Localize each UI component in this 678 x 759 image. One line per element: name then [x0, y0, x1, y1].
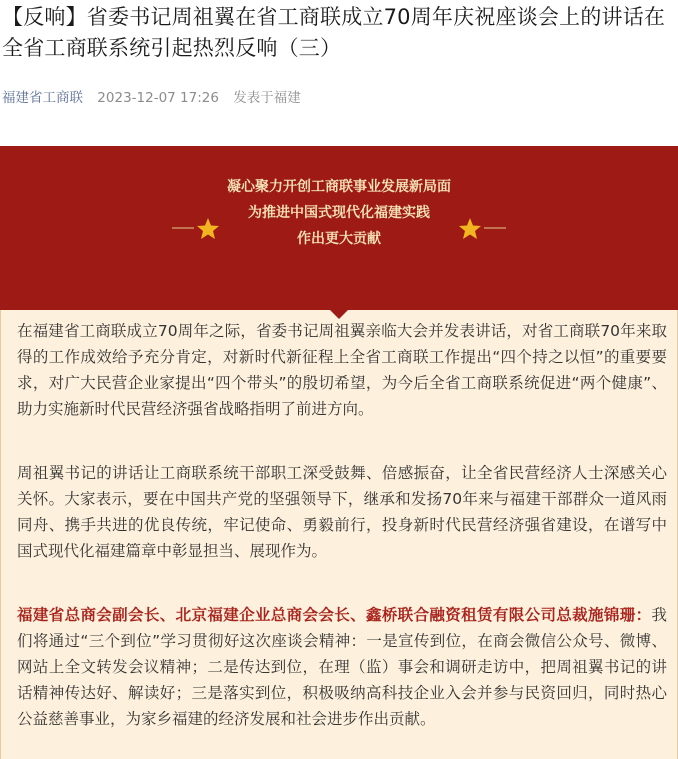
article-title: 【反响】省委书记周祖翼在省工商联成立70周年庆祝座谈会上的讲话在全省工商联系统引起热烈反响（三） [2, 5, 666, 60]
article-body [0, 310, 678, 759]
banner-line-2: 为推进中国式现代化福建实践 [248, 205, 430, 221]
speaker-statement: 我们将通过“三个到位”学习贯彻好这次座谈会精神：一是宣传到位，在商会微信公众号、微博、网站上全文转发会议精神；二是传达到位，在理（监）事会和调研走访中，把周祖翼书记的讲话精神传达好、解读好；三是落实到位，积极吸纳高科技企业入会并参与民资回归，同时热心公益慈善事业，为家乡福建的经济发展和社会进步作出贡献。 [17, 606, 667, 728]
article-meta [2, 86, 301, 106]
body-paragraph-1: 在福建省工商联成立70周年之际，省委书记周祖翼亲临大会并发表讲话，对省工商联70年来取得的工作成效给予充分肯定，对新时代新征程上全省工商联工作提出“四个持之以恒”的重要要求，对广大民营企业家提出“四个带头”的殷切希望，为今后全省工商联系统促进“两个健康”、助力实施新时代民营经济强省战略指明了前进方向。 [17, 322, 667, 418]
banner-notch [330, 310, 348, 319]
speaker-highlight: 福建省总商会副会长、北京福建企业总商会会长、鑫桥联合融资租赁有限公司总裁施锦珊： [17, 606, 652, 624]
body-paragraph-3 [17, 602, 667, 732]
source-account-link[interactable]: 福建省工商联 [2, 90, 83, 106]
header-banner [0, 146, 678, 310]
star-icon [456, 216, 506, 240]
banner-text [0, 174, 678, 252]
publish-time: 2023-12-07 17:26 [97, 90, 219, 106]
body-paragraph-2: 周祖翼书记的讲话让工商联系统干部职工深受鼓舞、倍感振奋，让全省民营经济人士深感关心关怀。大家表示，要在中国共产党的坚强领导下，继承和发扬70年来与福建干部群众一道风雨同舟、携手共进的优良传统，牢记使命、勇毅前行，投身新时代民营经济强省建设，在谱写中国式现代化福建篇章中彰显担当、展现作为。 [17, 464, 667, 560]
star-icon [172, 216, 222, 240]
publish-location: 发表于福建 [233, 90, 301, 106]
banner-line-3: 作出更大贡献 [297, 231, 381, 247]
banner-line-1: 凝心聚力开创工商联事业发展新局面 [227, 179, 451, 195]
